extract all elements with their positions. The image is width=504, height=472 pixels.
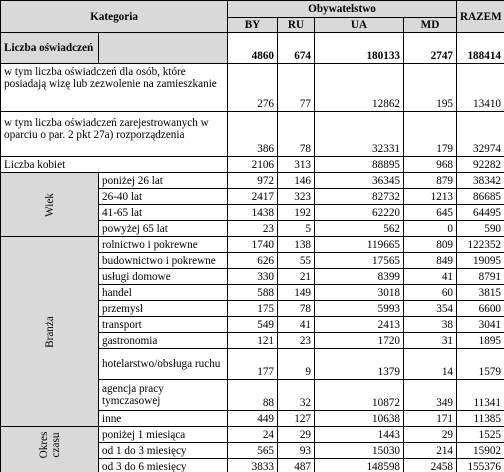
cell-value: 386	[228, 112, 278, 157]
row-label: powyżej 65 lat	[99, 221, 228, 237]
row-label: agencja pracy tymczasowej	[99, 380, 228, 411]
cell-value: 330	[228, 269, 278, 285]
cell-value: 38	[404, 317, 457, 333]
cell-value: 32331	[315, 112, 404, 157]
row-label: rolnictwo i pokrewne	[99, 237, 228, 253]
row-label: transport	[99, 317, 228, 333]
header-col-md: MD	[404, 18, 457, 33]
cell-value: 588	[228, 285, 278, 301]
cell-value: 313	[278, 157, 315, 173]
row-label: usługi domowe	[99, 269, 228, 285]
cell-value: 549	[228, 317, 278, 333]
cell-value: 0	[404, 221, 457, 237]
cell-value: 849	[404, 253, 457, 269]
cell-value: 92282	[457, 157, 504, 173]
cell-value: 138	[278, 237, 315, 253]
cell-value: 55	[278, 253, 315, 269]
cell-value: 1443	[315, 427, 404, 443]
cell-value: 590	[457, 221, 504, 237]
row-label: hotelarstwo/obsługa ruchu	[99, 349, 228, 380]
cell-value: 565	[228, 443, 278, 459]
header-col-ru: RU	[278, 18, 315, 33]
cell-value: 32974	[457, 112, 504, 157]
header-kategoria: Kategoria	[1, 1, 228, 33]
table-row	[1, 173, 504, 189]
cell-value: 674	[278, 33, 315, 64]
cell-value: 8399	[315, 269, 404, 285]
cell-value: 14	[404, 349, 457, 380]
header-row	[1, 1, 504, 18]
cell-value: 64495	[457, 205, 504, 221]
cell-value: 645	[404, 205, 457, 221]
cell-value: 11385	[457, 411, 504, 427]
row-label: poniżej 26 lat	[99, 173, 228, 189]
header-obywatelstwo: Obywatelstwo	[228, 1, 457, 18]
cell-value: 2417	[228, 189, 278, 205]
cell-value: 29	[278, 427, 315, 443]
row-label: handel	[99, 285, 228, 301]
cell-value: 146	[278, 173, 315, 189]
table-row	[1, 427, 504, 443]
group-label-okres-czasu: Okres czasu	[1, 427, 99, 472]
cell-value: 31	[404, 333, 457, 349]
row-label-wiza: w tym liczba oświadczeń dla osób, które posiadają wizę lub zezwolenie na zamieszkanie	[1, 64, 228, 112]
cell-value: 41	[404, 269, 457, 285]
row-label-liczba-kobiet: Liczba kobiet	[1, 157, 228, 173]
empty-cell	[99, 33, 228, 64]
cell-value: 879	[404, 173, 457, 189]
row-label: inne	[99, 411, 228, 427]
cell-value: 1579	[457, 349, 504, 380]
header-razem: RAZEM	[457, 1, 504, 33]
table-row	[1, 33, 504, 64]
cell-value: 77	[278, 64, 315, 112]
cell-value: 2747	[404, 33, 457, 64]
cell-value: 78	[278, 301, 315, 317]
group-label-wiek: Wiek	[1, 173, 99, 237]
cell-value: 487	[278, 459, 315, 472]
cell-value: 119665	[315, 237, 404, 253]
cell-value: 82732	[315, 189, 404, 205]
row-label: od 3 do 6 miesięcy	[99, 459, 228, 472]
table-row	[1, 112, 504, 157]
cell-value: 12862	[315, 64, 404, 112]
cell-value: 171	[404, 411, 457, 427]
cell-value: 192	[278, 205, 315, 221]
cell-value: 3833	[228, 459, 278, 472]
cell-value: 10638	[315, 411, 404, 427]
cell-value: 38342	[457, 173, 504, 189]
row-label: 41-65 lat	[99, 205, 228, 221]
cell-value: 36345	[315, 173, 404, 189]
cell-value: 60	[404, 285, 457, 301]
cell-value: 1525	[457, 427, 504, 443]
cell-value: 149	[278, 285, 315, 301]
cell-value: 323	[278, 189, 315, 205]
cell-value: 809	[404, 237, 457, 253]
cell-value: 62220	[315, 205, 404, 221]
cell-value: 24	[228, 427, 278, 443]
cell-value: 175	[228, 301, 278, 317]
cell-value: 562	[315, 221, 404, 237]
cell-value: 11341	[457, 380, 504, 411]
cell-value: 3041	[457, 317, 504, 333]
cell-value: 968	[404, 157, 457, 173]
table-row	[1, 157, 504, 173]
header-col-ua: UA	[315, 18, 404, 33]
table-row	[1, 64, 504, 112]
cell-value: 88895	[315, 157, 404, 173]
header-col-by: BY	[228, 18, 278, 33]
cell-value: 177	[228, 349, 278, 380]
cell-value: 23	[278, 333, 315, 349]
cell-value: 148598	[315, 459, 404, 472]
row-label: gastronomia	[99, 333, 228, 349]
cell-value: 23	[228, 221, 278, 237]
cell-value: 1720	[315, 333, 404, 349]
row-label: przemysł	[99, 301, 228, 317]
cell-value: 15030	[315, 443, 404, 459]
cell-value: 1213	[404, 189, 457, 205]
cell-value: 29	[404, 427, 457, 443]
cell-value: 276	[228, 64, 278, 112]
cell-value: 88	[228, 380, 278, 411]
group-label-branza: Branża	[1, 237, 99, 427]
cell-value: 1379	[315, 349, 404, 380]
cell-value: 10872	[315, 380, 404, 411]
row-label: budownictwo i pokrewne	[99, 253, 228, 269]
row-label-liczba-oswiadczen: Liczba oświadczeń	[1, 33, 99, 64]
cell-value: 5993	[315, 301, 404, 317]
cell-value: 214	[404, 443, 457, 459]
cell-value: 19095	[457, 253, 504, 269]
cell-value: 188414	[457, 33, 504, 64]
row-label: poniżej 1 miesiąca	[99, 427, 228, 443]
row-label-par27a: w tym liczba oświadczeń zarejestrowanych w oparciu o par. 2 pkt 27a) rozporządzenia	[1, 112, 228, 157]
cell-value: 17565	[315, 253, 404, 269]
cell-value: 78	[278, 112, 315, 157]
cell-value: 8791	[457, 269, 504, 285]
cell-value: 32	[278, 380, 315, 411]
table-row	[1, 237, 504, 253]
cell-value: 2413	[315, 317, 404, 333]
cell-value: 127	[278, 411, 315, 427]
row-label: 26-40 lat	[99, 189, 228, 205]
cell-value: 3815	[457, 285, 504, 301]
cell-value: 86685	[457, 189, 504, 205]
cell-value: 626	[228, 253, 278, 269]
cell-value: 2106	[228, 157, 278, 173]
cell-value: 21	[278, 269, 315, 285]
cell-value: 195	[404, 64, 457, 112]
cell-value: 354	[404, 301, 457, 317]
cell-value: 41	[278, 317, 315, 333]
cell-value: 5	[278, 221, 315, 237]
cell-value: 1740	[228, 237, 278, 253]
cell-value: 2458	[404, 459, 457, 472]
cell-value: 1895	[457, 333, 504, 349]
row-label: od 1 do 3 miesięcy	[99, 443, 228, 459]
cell-value: 1438	[228, 205, 278, 221]
cell-value: 6600	[457, 301, 504, 317]
cell-value: 15902	[457, 443, 504, 459]
cell-value: 155376	[457, 459, 504, 472]
cell-value: 179	[404, 112, 457, 157]
cell-value: 349	[404, 380, 457, 411]
cell-value: 121	[228, 333, 278, 349]
cell-value: 3018	[315, 285, 404, 301]
cell-value: 122352	[457, 237, 504, 253]
cell-value: 4860	[228, 33, 278, 64]
cell-value: 9	[278, 349, 315, 380]
cell-value: 972	[228, 173, 278, 189]
cell-value: 449	[228, 411, 278, 427]
cell-value: 180133	[315, 33, 404, 64]
cell-value: 93	[278, 443, 315, 459]
cell-value: 13410	[457, 64, 504, 112]
